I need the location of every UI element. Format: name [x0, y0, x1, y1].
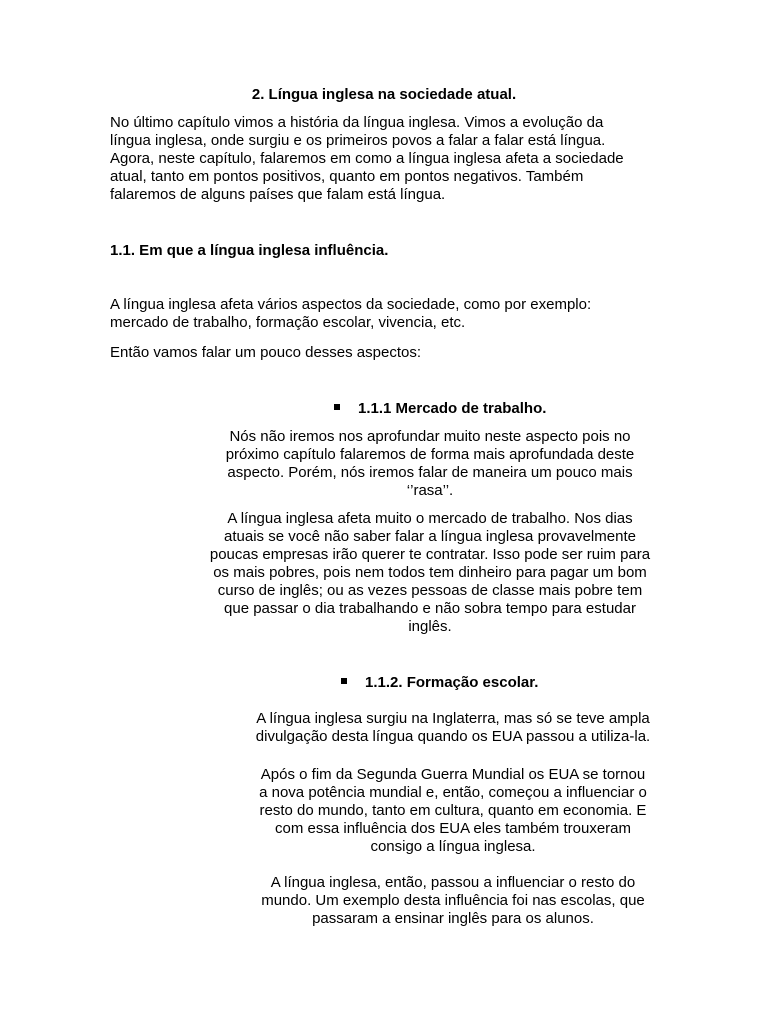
intro-line: língua inglesa, onde surgiu e os primeiros povos a falar a falar está língua.	[110, 132, 606, 149]
mercado-paragraph-line: poucas empresas irão querer te contratar. Isso pode ser ruim para	[209, 546, 651, 563]
formacao-paragraph-2	[228, 766, 678, 856]
mercado-paragraph-line: ‘’rasa’’.	[406, 482, 454, 499]
mercado-paragraph-line: curso de inglês; ou as vezes pessoas de classe mais pobre tem	[217, 582, 643, 599]
formacao-paragraph-line: consigo a língua inglesa.	[370, 838, 536, 855]
formacao-paragraph-line: Após o fim da Segunda Guerra Mundial os EUA se tornou	[260, 766, 646, 783]
intro-paragraph	[110, 114, 670, 204]
section-paragraph-line: mercado de trabalho, formação escolar, vivencia, etc.	[110, 314, 466, 331]
chapter-title: 2. Língua inglesa na sociedade atual.	[251, 86, 517, 103]
formacao-paragraph-line: A língua inglesa surgiu na Inglaterra, mas só se teve ampla	[256, 710, 650, 727]
formacao-paragraph-1	[228, 710, 678, 746]
intro-line: falaremos de alguns países que falam está língua.	[110, 186, 446, 203]
formacao-paragraph-line: a nova potência mundial e, então, começou a influenciar o	[259, 784, 647, 801]
mercado-paragraph-line: inglês.	[408, 618, 452, 635]
formacao-paragraph-line: resto do mundo, tanto em cultura, quanto em economia. E	[259, 802, 647, 819]
formacao-paragraph-line: A língua inglesa, então, passou a influenciar o resto do	[270, 874, 636, 891]
mercado-paragraph-line: os mais pobres, pois nem todos tem dinheiro para pagar um bom	[213, 564, 647, 581]
bullet-square-icon	[334, 404, 340, 410]
intro-line: atual, tanto em pontos positivos, quanto em pontos negativos. Também	[110, 168, 584, 185]
formacao-paragraph-line: com essa influência dos EUA eles também trouxeram	[275, 820, 631, 837]
section-paragraph-2: Então vamos falar um pouco desses aspectos:	[110, 344, 422, 361]
mercado-paragraph-line: aspecto. Porém, nós iremos falar de maneira um pouco mais	[227, 464, 633, 481]
mercado-paragraph-2	[200, 510, 660, 636]
mercado-paragraph-line: Nós não iremos nos aprofundar muito neste aspecto pois no	[229, 428, 631, 445]
formacao-paragraph-line: passaram a ensinar inglês para os alunos.	[312, 910, 594, 927]
subsection-heading-label: 1.1.2. Formação escolar.	[365, 674, 539, 691]
section-paragraph-line: A língua inglesa afeta vários aspectos da sociedade, como por exemplo:	[110, 296, 592, 313]
intro-line: No último capítulo vimos a história da língua inglesa. Vimos a evolução da	[110, 114, 604, 131]
mercado-paragraph-line: A língua inglesa afeta muito o mercado de trabalho. Nos dias	[227, 510, 633, 527]
subsection-heading-formacao	[341, 674, 538, 692]
formacao-paragraph-line: mundo. Um exemplo desta influência foi nas escolas, que	[261, 892, 645, 909]
intro-line: Agora, neste capítulo, falaremos em como a língua inglesa afeta a sociedade	[110, 150, 624, 167]
formacao-paragraph-line: divulgação desta língua quando os EUA passou a utiliza-la.	[255, 728, 651, 745]
mercado-paragraph-line: próximo capítulo falaremos de forma mais aprofundada deste	[225, 446, 635, 463]
mercado-paragraph-1	[200, 428, 660, 500]
mercado-paragraph-line: atuais se você não saber falar a língua inglesa provavelmente	[224, 528, 636, 545]
section-paragraph-1	[110, 296, 670, 332]
formacao-paragraph-3	[228, 874, 678, 928]
mercado-paragraph-line: que passar o dia trabalhando e não sobra tempo para estudar	[224, 600, 636, 617]
section-heading: 1.1. Em que a língua inglesa influência.	[110, 242, 389, 259]
subsection-heading-mercado	[334, 400, 546, 418]
subsection-heading-label: 1.1.1 Mercado de trabalho.	[358, 400, 547, 417]
bullet-square-icon	[341, 678, 347, 684]
